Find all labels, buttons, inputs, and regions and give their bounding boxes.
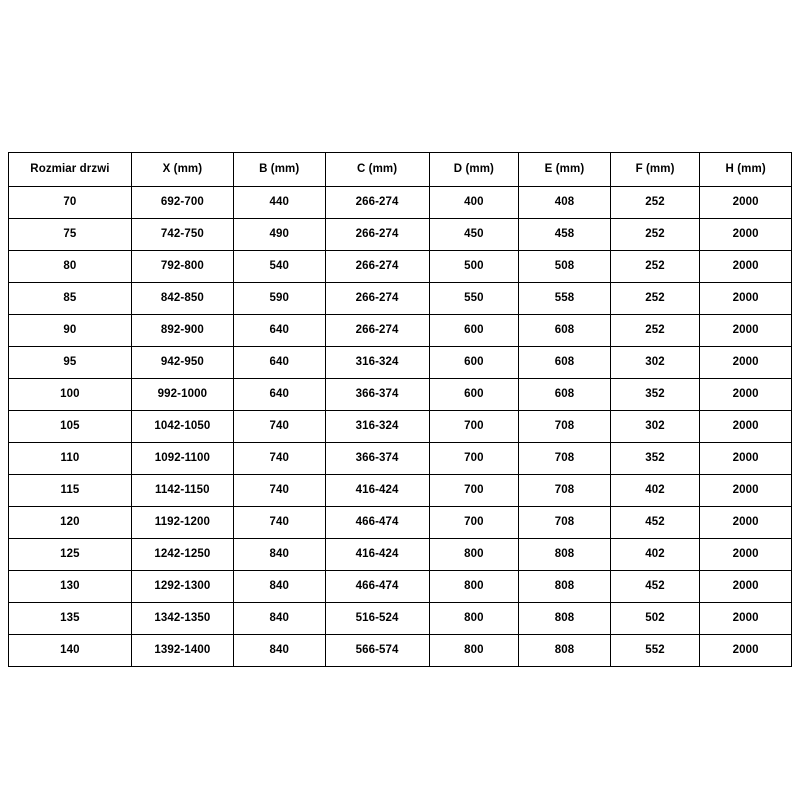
cell-e: 708 (519, 475, 611, 507)
cell-d: 700 (429, 411, 519, 443)
table-row (9, 475, 792, 507)
cell-x: 892-900 (131, 315, 233, 347)
cell-e: 458 (519, 219, 611, 251)
cell-d: 550 (429, 283, 519, 315)
cell-x: 992-1000 (131, 379, 233, 411)
cell-b: 540 (233, 251, 325, 283)
cell-x: 1192-1200 (131, 507, 233, 539)
cell-f: 252 (610, 187, 700, 219)
cell-e: 808 (519, 539, 611, 571)
cell-x: 692-700 (131, 187, 233, 219)
cell-c: 266-274 (325, 251, 429, 283)
cell-f: 252 (610, 251, 700, 283)
cell-b: 740 (233, 507, 325, 539)
cell-x: 1392-1400 (131, 635, 233, 667)
cell-f: 252 (610, 283, 700, 315)
cell-h: 2000 (700, 187, 792, 219)
cell-size: 85 (9, 283, 132, 315)
cell-d: 450 (429, 219, 519, 251)
column-header-x: X (mm) (131, 153, 233, 187)
table-row (9, 315, 792, 347)
cell-e: 608 (519, 315, 611, 347)
cell-b: 640 (233, 379, 325, 411)
cell-e: 508 (519, 251, 611, 283)
cell-c: 266-274 (325, 219, 429, 251)
cell-h: 2000 (700, 251, 792, 283)
column-header-d: D (mm) (429, 153, 519, 187)
cell-c: 566-574 (325, 635, 429, 667)
cell-size: 120 (9, 507, 132, 539)
cell-f: 502 (610, 603, 700, 635)
column-header-rozmiar-drzwi: Rozmiar drzwi (9, 153, 132, 187)
cell-size: 75 (9, 219, 132, 251)
cell-size: 100 (9, 379, 132, 411)
cell-size: 105 (9, 411, 132, 443)
cell-e: 608 (519, 347, 611, 379)
cell-size: 90 (9, 315, 132, 347)
cell-h: 2000 (700, 635, 792, 667)
cell-e: 408 (519, 187, 611, 219)
cell-d: 800 (429, 539, 519, 571)
cell-d: 800 (429, 571, 519, 603)
cell-c: 366-374 (325, 443, 429, 475)
column-header-b: B (mm) (233, 153, 325, 187)
cell-h: 2000 (700, 571, 792, 603)
cell-d: 600 (429, 315, 519, 347)
cell-size: 95 (9, 347, 132, 379)
cell-d: 800 (429, 603, 519, 635)
cell-size: 70 (9, 187, 132, 219)
column-header-f: F (mm) (610, 153, 700, 187)
cell-h: 2000 (700, 283, 792, 315)
cell-d: 500 (429, 251, 519, 283)
cell-size: 115 (9, 475, 132, 507)
cell-b: 440 (233, 187, 325, 219)
table-row (9, 539, 792, 571)
cell-c: 466-474 (325, 507, 429, 539)
cell-size: 135 (9, 603, 132, 635)
cell-d: 700 (429, 475, 519, 507)
cell-h: 2000 (700, 507, 792, 539)
cell-h: 2000 (700, 347, 792, 379)
cell-d: 700 (429, 443, 519, 475)
cell-b: 640 (233, 347, 325, 379)
column-header-h: H (mm) (700, 153, 792, 187)
cell-h: 2000 (700, 219, 792, 251)
cell-x: 942-950 (131, 347, 233, 379)
cell-size: 140 (9, 635, 132, 667)
table-row (9, 187, 792, 219)
cell-c: 466-474 (325, 571, 429, 603)
cell-c: 266-274 (325, 283, 429, 315)
cell-f: 402 (610, 539, 700, 571)
cell-e: 708 (519, 507, 611, 539)
table-row (9, 603, 792, 635)
cell-b: 490 (233, 219, 325, 251)
cell-size: 130 (9, 571, 132, 603)
cell-x: 1092-1100 (131, 443, 233, 475)
cell-e: 808 (519, 635, 611, 667)
cell-b: 840 (233, 603, 325, 635)
table-row (9, 379, 792, 411)
cell-size: 110 (9, 443, 132, 475)
cell-f: 302 (610, 347, 700, 379)
table-row (9, 411, 792, 443)
table-row (9, 443, 792, 475)
cell-h: 2000 (700, 443, 792, 475)
table-row (9, 219, 792, 251)
column-header-e: E (mm) (519, 153, 611, 187)
table-row (9, 347, 792, 379)
cell-e: 608 (519, 379, 611, 411)
table-row (9, 571, 792, 603)
cell-b: 740 (233, 443, 325, 475)
cell-b: 740 (233, 475, 325, 507)
cell-e: 708 (519, 443, 611, 475)
table-row (9, 251, 792, 283)
cell-c: 516-524 (325, 603, 429, 635)
cell-d: 800 (429, 635, 519, 667)
cell-h: 2000 (700, 315, 792, 347)
column-header-c: C (mm) (325, 153, 429, 187)
table-row (9, 507, 792, 539)
cell-d: 600 (429, 379, 519, 411)
cell-e: 558 (519, 283, 611, 315)
cell-f: 452 (610, 507, 700, 539)
cell-f: 352 (610, 443, 700, 475)
cell-x: 1292-1300 (131, 571, 233, 603)
cell-d: 400 (429, 187, 519, 219)
cell-h: 2000 (700, 475, 792, 507)
cell-c: 316-324 (325, 411, 429, 443)
door-size-table (8, 152, 792, 667)
cell-b: 640 (233, 315, 325, 347)
cell-x: 742-750 (131, 219, 233, 251)
cell-size: 125 (9, 539, 132, 571)
cell-c: 316-324 (325, 347, 429, 379)
cell-size: 80 (9, 251, 132, 283)
table-row (9, 283, 792, 315)
table-header-row (9, 153, 792, 187)
cell-f: 252 (610, 219, 700, 251)
cell-b: 740 (233, 411, 325, 443)
cell-x: 792-800 (131, 251, 233, 283)
cell-e: 808 (519, 603, 611, 635)
cell-d: 700 (429, 507, 519, 539)
cell-c: 366-374 (325, 379, 429, 411)
cell-f: 402 (610, 475, 700, 507)
cell-f: 552 (610, 635, 700, 667)
cell-c: 416-424 (325, 539, 429, 571)
size-table-container (8, 152, 792, 667)
cell-f: 252 (610, 315, 700, 347)
cell-c: 266-274 (325, 315, 429, 347)
cell-x: 842-850 (131, 283, 233, 315)
cell-h: 2000 (700, 411, 792, 443)
cell-e: 808 (519, 571, 611, 603)
cell-x: 1142-1150 (131, 475, 233, 507)
cell-f: 352 (610, 379, 700, 411)
cell-e: 708 (519, 411, 611, 443)
cell-c: 416-424 (325, 475, 429, 507)
cell-b: 840 (233, 635, 325, 667)
cell-b: 840 (233, 571, 325, 603)
cell-b: 590 (233, 283, 325, 315)
cell-h: 2000 (700, 539, 792, 571)
cell-x: 1042-1050 (131, 411, 233, 443)
cell-x: 1242-1250 (131, 539, 233, 571)
cell-b: 840 (233, 539, 325, 571)
cell-f: 452 (610, 571, 700, 603)
cell-x: 1342-1350 (131, 603, 233, 635)
cell-c: 266-274 (325, 187, 429, 219)
cell-h: 2000 (700, 603, 792, 635)
cell-f: 302 (610, 411, 700, 443)
cell-h: 2000 (700, 379, 792, 411)
table-row (9, 635, 792, 667)
cell-d: 600 (429, 347, 519, 379)
